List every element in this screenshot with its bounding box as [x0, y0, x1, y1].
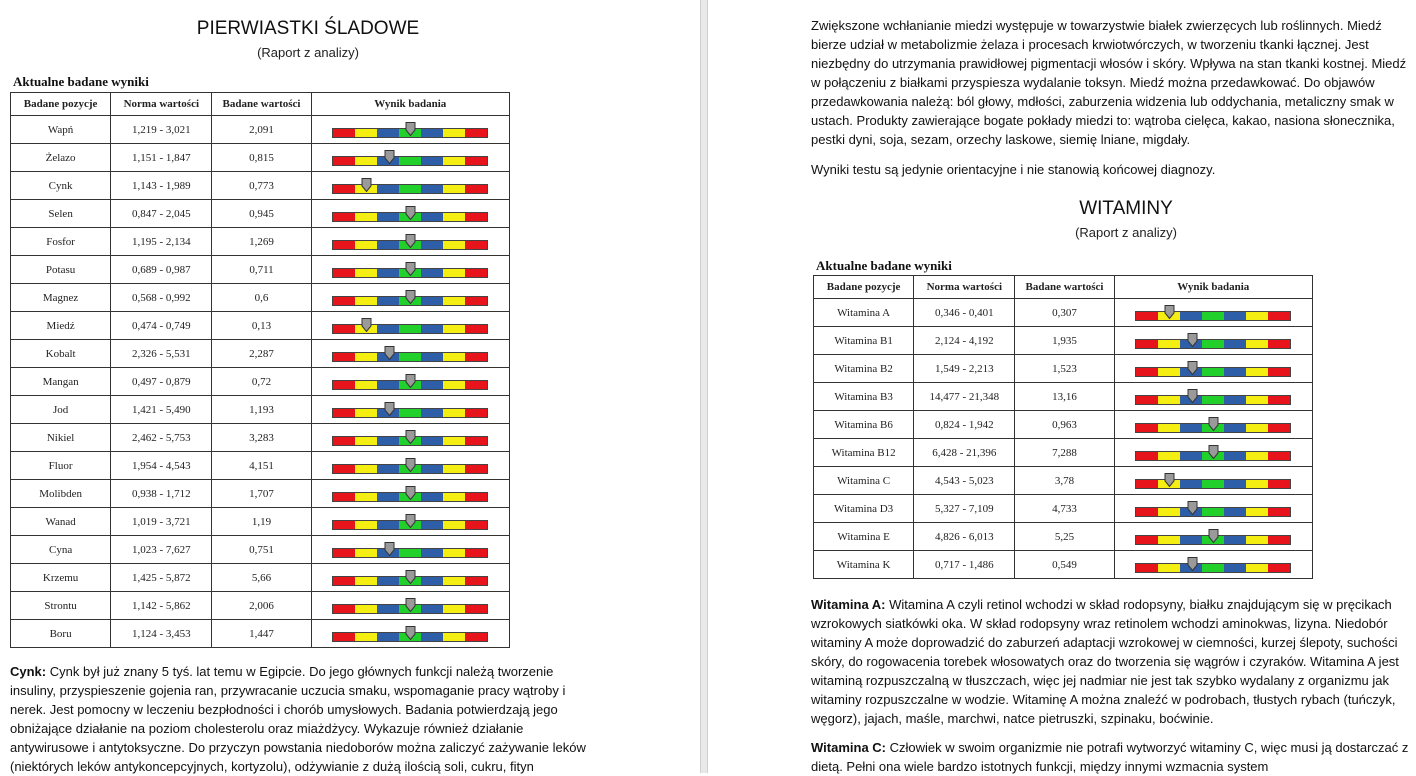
result-marker-icon	[405, 290, 416, 304]
result-marker-icon	[1187, 361, 1198, 375]
cell-name: Witamina B6	[814, 411, 914, 439]
cell-norm: 6,428 - 21,396	[914, 439, 1015, 467]
result-bar-cell	[311, 284, 509, 312]
cynk-heading: Cynk:	[10, 664, 47, 679]
cell-name: Potasu	[11, 256, 111, 284]
result-marker-icon	[405, 234, 416, 248]
table-row	[11, 340, 510, 368]
cell-name: Fosfor	[11, 228, 111, 256]
page-subtitle: (Raport z analizy)	[1075, 225, 1177, 240]
cell-name: Fluor	[11, 452, 111, 480]
cell-name: Magnez	[11, 284, 111, 312]
cell-norm: 0,497 - 0,879	[111, 368, 212, 396]
result-scale-bar	[332, 632, 488, 642]
cell-name: Witamina B2	[814, 355, 914, 383]
cell-norm: 1,151 - 1,847	[111, 144, 212, 172]
cell-name: Witamina D3	[814, 495, 914, 523]
cell-name: Wanad	[11, 508, 111, 536]
witamina-c-paragraph	[811, 738, 1411, 776]
cell-name: Miedź	[11, 312, 111, 340]
cell-norm: 4,543 - 5,023	[914, 467, 1015, 495]
cell-value: 2,287	[212, 340, 311, 368]
cell-norm: 14,477 - 21,348	[914, 383, 1015, 411]
result-scale-bar	[332, 576, 488, 586]
result-bar-cell	[311, 480, 509, 508]
cell-name: Strontu	[11, 592, 111, 620]
result-bar-cell	[1114, 355, 1312, 383]
table-row	[11, 228, 510, 256]
result-scale-bar	[332, 240, 488, 250]
result-marker-icon	[1187, 557, 1198, 571]
cell-value: 0,72	[212, 368, 311, 396]
result-bar-cell	[1114, 383, 1312, 411]
result-bar-cell	[311, 228, 509, 256]
cell-norm: 0,474 - 0,749	[111, 312, 212, 340]
result-marker-icon	[1187, 389, 1198, 403]
cell-value: 1,935	[1015, 327, 1114, 355]
result-marker-icon	[405, 598, 416, 612]
result-bar-cell	[311, 592, 509, 620]
witamina-a-paragraph	[811, 595, 1411, 728]
cell-value: 1,707	[212, 480, 311, 508]
cell-value: 0,751	[212, 536, 311, 564]
cell-value: 4,151	[212, 452, 311, 480]
result-marker-icon	[361, 318, 372, 332]
cell-name: Witamina B3	[814, 383, 914, 411]
result-scale-bar	[1135, 339, 1291, 349]
table-row	[814, 327, 1313, 355]
result-scale-bar	[1135, 311, 1291, 321]
column-header: Wynik badania	[311, 93, 509, 116]
table-header-row	[11, 93, 510, 116]
witamina-a-heading: Witamina A:	[811, 597, 886, 612]
table-row	[11, 536, 510, 564]
result-bar-cell	[1114, 411, 1312, 439]
result-marker-icon	[384, 346, 395, 360]
table-row	[11, 564, 510, 592]
trace-elements-table	[10, 92, 510, 648]
cell-norm: 0,938 - 1,712	[111, 480, 212, 508]
result-scale-bar	[332, 604, 488, 614]
result-marker-icon	[1164, 473, 1175, 487]
cell-value: 0,6	[212, 284, 311, 312]
result-bar-cell	[1114, 551, 1312, 579]
cell-norm: 1,195 - 2,134	[111, 228, 212, 256]
result-scale-bar	[1135, 479, 1291, 489]
result-scale-bar	[332, 520, 488, 530]
result-marker-icon	[405, 514, 416, 528]
page-title-vitamins: WITAMINY	[1079, 198, 1173, 219]
cell-norm: 0,689 - 0,987	[111, 256, 212, 284]
table-row	[11, 144, 510, 172]
result-scale-bar	[1135, 535, 1291, 545]
cell-norm: 1,143 - 1,989	[111, 172, 212, 200]
table-header-row	[814, 276, 1313, 299]
cell-norm: 2,124 - 4,192	[914, 327, 1015, 355]
result-scale-bar	[332, 324, 488, 334]
result-scale-bar	[332, 212, 488, 222]
result-marker-icon	[405, 374, 416, 388]
table-row	[814, 439, 1313, 467]
table-row	[814, 523, 1313, 551]
cell-name: Krzemu	[11, 564, 111, 592]
cell-value: 0,815	[212, 144, 311, 172]
cell-value: 7,288	[1015, 439, 1114, 467]
result-marker-icon	[405, 122, 416, 136]
cell-value: 2,091	[212, 116, 311, 144]
result-marker-icon	[405, 206, 416, 220]
result-scale-bar	[332, 408, 488, 418]
cell-norm: 0,717 - 1,486	[914, 551, 1015, 579]
cell-name: Cynk	[11, 172, 111, 200]
cell-value: 0,711	[212, 256, 311, 284]
result-marker-icon	[405, 486, 416, 500]
result-scale-bar	[332, 184, 488, 194]
table-row	[814, 467, 1313, 495]
cell-value: 0,945	[212, 200, 311, 228]
result-scale-bar	[1135, 423, 1291, 433]
cell-name: Selen	[11, 200, 111, 228]
cell-name: Witamina B1	[814, 327, 914, 355]
result-marker-icon	[1208, 445, 1219, 459]
cell-value: 13,16	[1015, 383, 1114, 411]
cell-norm: 1,421 - 5,490	[111, 396, 212, 424]
cell-norm: 4,826 - 6,013	[914, 523, 1015, 551]
table-row	[814, 495, 1313, 523]
result-marker-icon	[1208, 417, 1219, 431]
result-bar-cell	[1114, 327, 1312, 355]
table-row	[11, 116, 510, 144]
cell-name: Nikiel	[11, 424, 111, 452]
table-row	[814, 355, 1313, 383]
cell-value: 1,269	[212, 228, 311, 256]
page-gutter	[700, 0, 708, 773]
cell-name: Żelazo	[11, 144, 111, 172]
result-marker-icon	[405, 262, 416, 276]
result-scale-bar	[332, 156, 488, 166]
section-label: Aktualne badane wyniki	[816, 258, 952, 273]
cell-name: Jod	[11, 396, 111, 424]
result-marker-icon	[361, 178, 372, 192]
cell-name: Witamina E	[814, 523, 914, 551]
cell-name: Witamina C	[814, 467, 914, 495]
result-bar-cell	[311, 340, 509, 368]
cell-name: Wapń	[11, 116, 111, 144]
cell-value: 0,963	[1015, 411, 1114, 439]
column-header: Norma wartości	[111, 93, 212, 116]
table-row	[814, 551, 1313, 579]
cell-name: Witamina K	[814, 551, 914, 579]
result-scale-bar	[332, 548, 488, 558]
result-scale-bar	[332, 296, 488, 306]
column-header: Norma wartości	[914, 276, 1015, 299]
vitamins-table	[813, 275, 1313, 579]
cell-value: 2,006	[212, 592, 311, 620]
cell-value: 1,193	[212, 396, 311, 424]
cell-value: 3,283	[212, 424, 311, 452]
result-scale-bar	[332, 268, 488, 278]
result-bar-cell	[311, 144, 509, 172]
cell-norm: 1,019 - 3,721	[111, 508, 212, 536]
result-scale-bar	[1135, 507, 1291, 517]
disclaimer: Wyniki testu są jedynie orientacyjne i nie stanowią końcowej diagnozy.	[811, 162, 1216, 177]
result-marker-icon	[405, 430, 416, 444]
result-bar-cell	[1114, 439, 1312, 467]
result-bar-cell	[1114, 495, 1312, 523]
cell-norm: 1,142 - 5,862	[111, 592, 212, 620]
result-marker-icon	[384, 150, 395, 164]
table-row	[11, 200, 510, 228]
result-marker-icon	[384, 402, 395, 416]
cell-value: 1,447	[212, 620, 311, 648]
cell-value: 0,307	[1015, 299, 1114, 327]
cell-name: Cyna	[11, 536, 111, 564]
cell-norm: 5,327 - 7,109	[914, 495, 1015, 523]
cell-name: Mangan	[11, 368, 111, 396]
result-scale-bar	[332, 436, 488, 446]
cell-norm: 1,023 - 7,627	[111, 536, 212, 564]
witamina-c-text: Człowiek w swoim organizmie nie potrafi wytworzyć witaminy C, więc musi ją dostarczać z dietą. Pełni ona wiele bardzo istotnych funkcji, między innymi wzmacnia system	[811, 740, 1409, 774]
cell-value: 3,78	[1015, 467, 1114, 495]
cell-value: 4,733	[1015, 495, 1114, 523]
cell-name: Witamina B12	[814, 439, 914, 467]
table-row	[11, 172, 510, 200]
cynk-paragraph	[10, 662, 600, 776]
cell-norm: 1,219 - 3,021	[111, 116, 212, 144]
result-scale-bar	[1135, 367, 1291, 377]
witamina-c-heading: Witamina C:	[811, 740, 886, 755]
result-scale-bar	[332, 464, 488, 474]
result-marker-icon	[405, 458, 416, 472]
result-scale-bar	[332, 380, 488, 390]
table-row	[814, 411, 1313, 439]
result-bar-cell	[311, 116, 509, 144]
result-marker-icon	[1164, 305, 1175, 319]
result-bar-cell	[311, 536, 509, 564]
cell-value: 5,66	[212, 564, 311, 592]
cell-norm: 1,425 - 5,872	[111, 564, 212, 592]
result-scale-bar	[1135, 563, 1291, 573]
result-marker-icon	[1208, 529, 1219, 543]
cynk-text: Cynk był już znany 5 tyś. lat temu w Egipcie. Do jego głównych funkcji należą tworzenie insuliny, przyspieszenie gojenia ran, przywracanie uczucia smaku, wspomaganie pracy wątroby i nerek. Jest pomocny w leczeniu bezpłodności i chorób umysłowych. Badania potwierdzają jego obniżające działanie na poziom cholesterolu oraz miażdżycy. Wykazuje również działanie antywirusowe i antytoksyczne. Do przyczyn powstania niedoborów można zaliczyć zażywanie leków (niektórych leków antykoncepcyjnych, kortyzolu), odżywianie z dużą ilością soli, cukru, fityn	[10, 664, 586, 774]
cell-value: 0,13	[212, 312, 311, 340]
result-scale-bar	[332, 352, 488, 362]
result-scale-bar	[332, 492, 488, 502]
right-document-page	[708, 0, 1416, 773]
table-row	[11, 592, 510, 620]
cell-norm: 0,568 - 0,992	[111, 284, 212, 312]
table-row	[11, 312, 510, 340]
column-header: Badane pozycje	[11, 93, 111, 116]
column-header: Wynik badania	[1114, 276, 1312, 299]
cell-norm: 2,326 - 5,531	[111, 340, 212, 368]
cell-value: 1,523	[1015, 355, 1114, 383]
result-bar-cell	[1114, 467, 1312, 495]
table-row	[11, 480, 510, 508]
cell-name: Molibden	[11, 480, 111, 508]
result-bar-cell	[311, 396, 509, 424]
table-row	[11, 256, 510, 284]
cell-value: 1,19	[212, 508, 311, 536]
result-bar-cell	[1114, 299, 1312, 327]
table-row	[11, 424, 510, 452]
table-row	[11, 452, 510, 480]
result-marker-icon	[405, 626, 416, 640]
cell-norm: 1,549 - 2,213	[914, 355, 1015, 383]
cell-norm: 1,954 - 4,543	[111, 452, 212, 480]
table-row	[11, 284, 510, 312]
result-marker-icon	[1187, 501, 1198, 515]
cell-name: Boru	[11, 620, 111, 648]
result-scale-bar	[1135, 395, 1291, 405]
miedz-paragraph: Zwiększone wchłanianie miedzi występuje w towarzystwie białek zwierzęcych lub roślinnych. Miedź bierze udział w metabolizmie żelaza i procesach krwiotwórczych, w tworzeniu tkanki łącznej. Jest niezbędny do utrzymania prawidłowej pigmentacji włosów i skóry. Wpływa na stan tkanki kostnej. Miedź w połączeniu z białkami przyspiesza wydalanie toksyn. Miedź można przedawkować. Do objawów przedawkowania należą: ból głowy, mdłości, zaburzenia widzenia lub oddychania, metaliczny smak w ustach. Produkty zawierające bogate pokłady miedzi to: wątroba cielęca, kakao, nasiona słonecznika, pestki dyni, soja, sezam, orzechy laskowe, siemię lniane, migdały.	[811, 18, 1407, 147]
cell-norm: 0,847 - 2,045	[111, 200, 212, 228]
cell-value: 0,549	[1015, 551, 1114, 579]
table-row	[814, 299, 1313, 327]
cell-norm: 0,346 - 0,401	[914, 299, 1015, 327]
section-label: Aktualne badane wyniki	[13, 74, 149, 89]
table-row	[11, 396, 510, 424]
table-row	[11, 620, 510, 648]
column-header: Badane pozycje	[814, 276, 914, 299]
column-header: Badane wartości	[1015, 276, 1114, 299]
result-bar-cell	[311, 424, 509, 452]
page-subtitle: (Raport z analizy)	[257, 45, 359, 60]
result-bar-cell	[311, 312, 509, 340]
result-bar-cell	[311, 564, 509, 592]
result-bar-cell	[311, 452, 509, 480]
result-bar-cell	[311, 508, 509, 536]
result-bar-cell	[311, 368, 509, 396]
result-marker-icon	[384, 542, 395, 556]
cell-name: Witamina A	[814, 299, 914, 327]
table-row	[11, 368, 510, 396]
cell-value: 0,773	[212, 172, 311, 200]
result-marker-icon	[1187, 333, 1198, 347]
left-document-page	[0, 0, 700, 773]
result-marker-icon	[405, 570, 416, 584]
result-bar-cell	[311, 256, 509, 284]
result-scale-bar	[332, 128, 488, 138]
witamina-a-text: Witamina A czyli retinol wchodzi w skład rodopsyny, białku znajdującym się w pręcikach wzrokowych siatkówki oka. W skład rodopsyny wraz retinolem wchodzi aminokwas, lizyna. Niedobór witaminy A może doprowadzić do zaburzeń adaptacji wzrokowej w ciemności, kurzej ślepoty, suchości skóry, do rogowacenia torebek włosowatych oraz do tworzenia się wągrów i czyraków. Witamina A jest witaminą rozpuszczalną w tłuszczach, więc jej nadmiar nie jest tak szybko wydalany z organizmu jak witaminy rozpuszczalne w wodzie. Witaminę A można znaleźć w podrobach, tłustych rybach (tuńczyk, węgorz), jajach, maśle, marchwi, natce pietruszki, szpinaku, boćwinie.	[811, 597, 1399, 726]
result-bar-cell	[311, 172, 509, 200]
cell-name: Kobalt	[11, 340, 111, 368]
result-scale-bar	[1135, 451, 1291, 461]
table-row	[814, 383, 1313, 411]
page-title-trace-elements: PIERWIASTKI ŚLADOWE	[196, 18, 420, 39]
cell-norm: 0,824 - 1,942	[914, 411, 1015, 439]
result-bar-cell	[1114, 523, 1312, 551]
column-header: Badane wartości	[212, 93, 311, 116]
result-bar-cell	[311, 200, 509, 228]
result-bar-cell	[311, 620, 509, 648]
cell-norm: 1,124 - 3,453	[111, 620, 212, 648]
table-row	[11, 508, 510, 536]
cell-value: 5,25	[1015, 523, 1114, 551]
cell-norm: 2,462 - 5,753	[111, 424, 212, 452]
